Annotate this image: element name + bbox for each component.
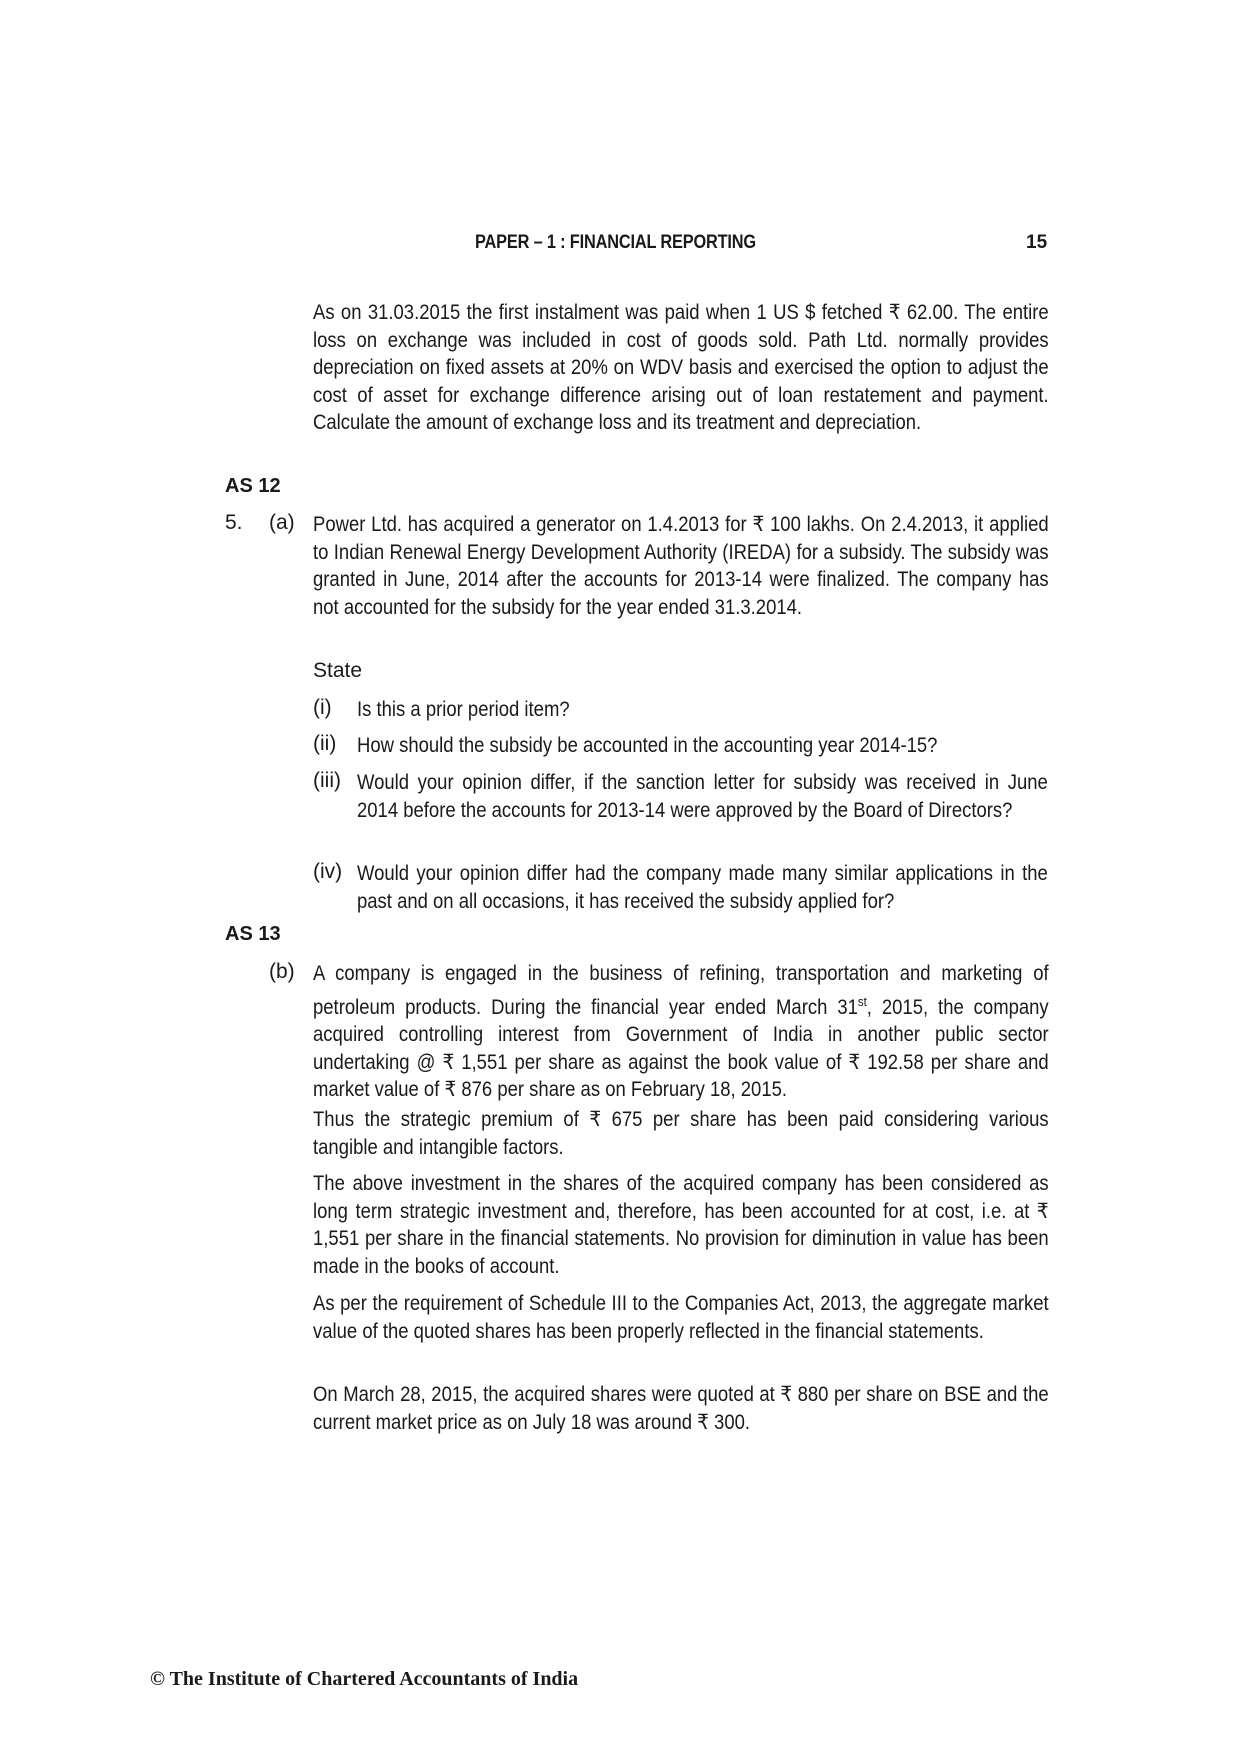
list-item-text: Would your opinion differ had the company made many similar applications in the past and on all occasions, it has received the subsidy applied for? <box>357 862 1048 913</box>
list-item-text: How should the subsidy be accounted in the accounting year 2014-15? <box>357 734 938 757</box>
question-5a-text: Power Ltd. has acquired a generator on 1.4.2013 for ₹ 100 lakhs. On 2.4.2013, it applied to Indian Renewal Energy Development Authority (IREDA) for a subsidy. The subsidy was granted in June, 2014 after the accounts for 2013-14 were finalized. The company has not accounted for the subsidy for the year ended 31.3.2014. <box>313 513 1049 619</box>
question-b-paragraph-4: As per the requirement of Schedule III to the Companies Act, 2013, the aggregate market value of the quoted shares has been properly reflected in the financial statements. <box>313 1292 1049 1343</box>
part-label-a: (a) <box>269 511 295 534</box>
list-item-mark: (i) <box>313 696 332 719</box>
list-item-text: Would your opinion differ, if the sanction letter for subsidy was received in June 2014 before the accounts for 2013-14 were approved by the Board of Directors? <box>357 771 1048 822</box>
list-item-mark: (iii) <box>313 769 341 792</box>
question-number: 5. <box>225 511 243 534</box>
question-b-paragraph-3: The above investment in the shares of the acquired company has been considered as long term strategic investment and, therefore, has been accounted for at cost, i.e. at ₹ 1,551 per share in the financial statements. No provision for diminution in value has been made in the books of account. <box>313 1172 1049 1278</box>
question-b-paragraph-5: On March 28, 2015, the acquired shares were quoted at ₹ 880 per share on BSE and the current market price as on July 18 was around ₹ 300. <box>313 1383 1049 1434</box>
intro-paragraph: As on 31.03.2015 the first instalment was paid when 1 US $ fetched ₹ 62.00. The entire loss on exchange was included in cost of goods sold. Path Ltd. normally provides depreciation on fixed assets at 20% on WDV basis and exercised the option to adjust the cost of asset for exchange difference arising out of loan restatement and payment. Calculate the amount of exchange loss and its treatment and depreciation. <box>313 301 1049 434</box>
footer-copyright: © The Institute of Chartered Accountants of India <box>150 1668 579 1690</box>
list-item-mark: (ii) <box>313 732 337 755</box>
section-heading-as12: AS 12 <box>225 475 281 497</box>
part-label-b: (b) <box>269 960 295 983</box>
list-item-text: Is this a prior period item? <box>357 698 570 721</box>
question-b-paragraph-1: A company is engaged in the business of refining, transportation and marketing of petroleum products. During the financial year ended March 31st, 2015, the company acquired controlling interest from Government of India in another public sector undertaking @ ₹ 1,551 per share as against the book value of ₹ 192.58 per share and market value of ₹ 876 per share as on February 18, 2015. <box>313 962 1049 1101</box>
page-number: 15 <box>1026 232 1048 253</box>
list-item-mark: (iv) <box>313 860 343 883</box>
page-header-title: PAPER – 1 : FINANCIAL REPORTING <box>475 232 756 253</box>
question-b-paragraph-2: Thus the strategic premium of ₹ 675 per share has been paid considering various tangible and intangible factors. <box>313 1108 1049 1159</box>
state-label: State <box>313 659 363 682</box>
section-heading-as13: AS 13 <box>225 923 281 945</box>
